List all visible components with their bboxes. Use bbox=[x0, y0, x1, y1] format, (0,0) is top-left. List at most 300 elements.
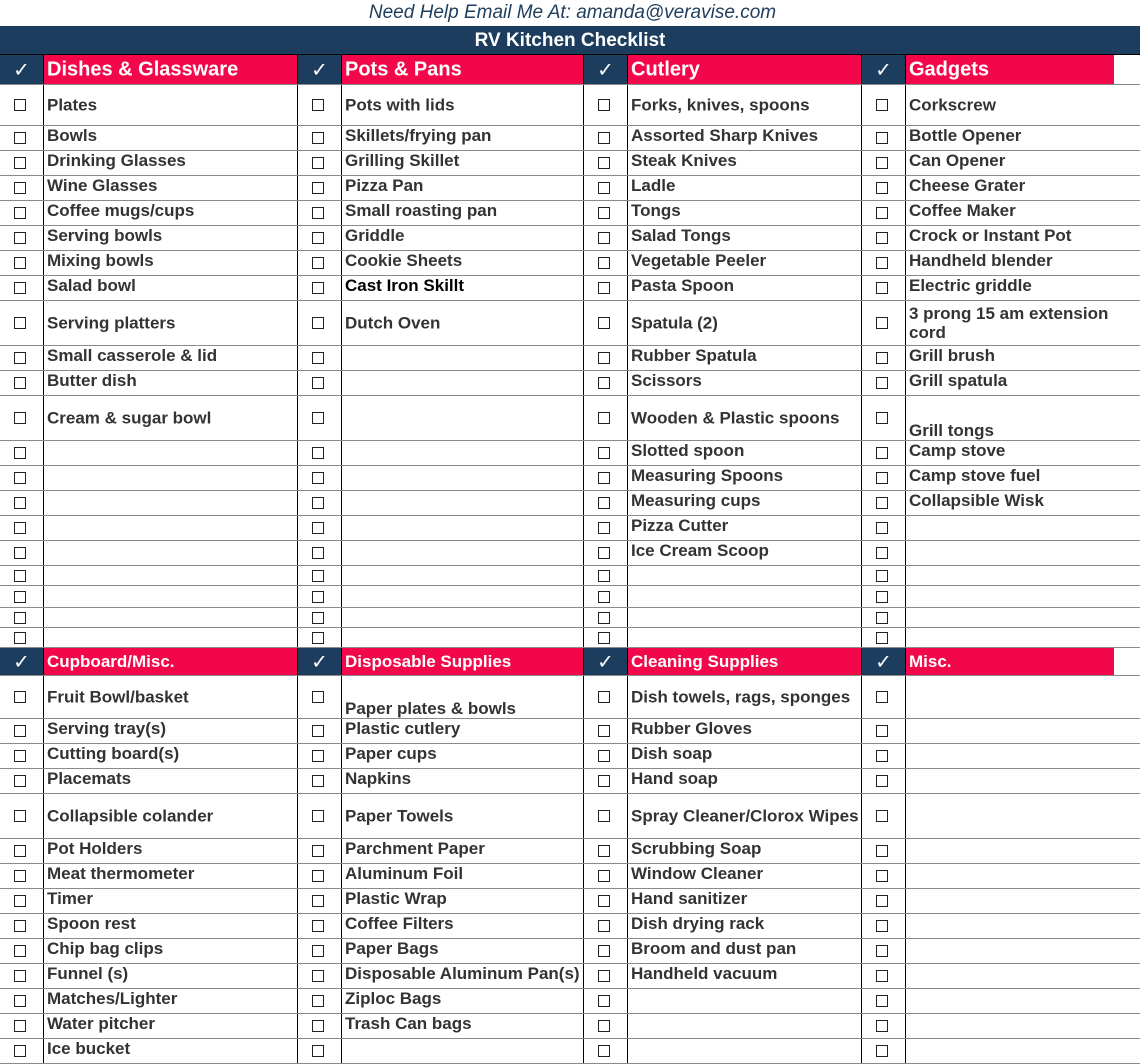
checkbox[interactable] bbox=[598, 970, 610, 982]
checkbox[interactable] bbox=[598, 750, 610, 762]
item-cell bbox=[906, 676, 1114, 718]
checkbox[interactable] bbox=[312, 570, 324, 582]
item-cell bbox=[906, 794, 1114, 838]
checkbox[interactable] bbox=[312, 691, 324, 703]
checkbox[interactable] bbox=[312, 132, 324, 144]
checkbox[interactable] bbox=[14, 1020, 26, 1032]
item-label: Small roasting pan bbox=[345, 201, 498, 220]
checkbox-cell bbox=[862, 126, 906, 150]
checkbox[interactable] bbox=[312, 447, 324, 459]
item-cell bbox=[628, 628, 862, 647]
item-cell bbox=[628, 541, 862, 565]
checkbox[interactable] bbox=[876, 182, 888, 194]
item-cell bbox=[44, 396, 298, 440]
category-header-label: Cleaning Supplies bbox=[631, 651, 779, 671]
item-cell bbox=[44, 939, 298, 963]
item-cell bbox=[44, 85, 298, 125]
checkbox[interactable] bbox=[14, 317, 26, 329]
checkbox[interactable] bbox=[876, 725, 888, 737]
checkbox-cell bbox=[0, 346, 44, 370]
help-line bbox=[0, 0, 1140, 26]
table-row bbox=[0, 744, 1140, 769]
item-label: Pasta Spoon bbox=[631, 276, 734, 295]
item-cell bbox=[906, 719, 1114, 743]
table-row bbox=[0, 889, 1140, 914]
checkbox[interactable] bbox=[312, 895, 324, 907]
checkbox[interactable] bbox=[876, 945, 888, 957]
checkbox[interactable] bbox=[598, 157, 610, 169]
checkbox[interactable] bbox=[876, 207, 888, 219]
checkbox[interactable] bbox=[312, 412, 324, 424]
checkbox[interactable] bbox=[876, 810, 888, 822]
checkbox[interactable] bbox=[598, 1020, 610, 1032]
item-cell bbox=[906, 914, 1114, 938]
item-label: Ziploc Bags bbox=[345, 989, 442, 1008]
checkbox-cell bbox=[862, 226, 906, 250]
checkbox[interactable] bbox=[312, 612, 324, 624]
checkbox-cell bbox=[0, 989, 44, 1013]
checkbox[interactable] bbox=[14, 945, 26, 957]
checkbox[interactable] bbox=[14, 447, 26, 459]
checkbox[interactable] bbox=[876, 691, 888, 703]
checkbox[interactable] bbox=[312, 750, 324, 762]
checkbox[interactable] bbox=[598, 412, 610, 424]
checkbox[interactable] bbox=[598, 810, 610, 822]
item-cell bbox=[906, 466, 1114, 490]
checkbox[interactable] bbox=[312, 157, 324, 169]
item-label: Measuring cups bbox=[631, 491, 761, 510]
checkbox[interactable] bbox=[598, 257, 610, 269]
checkbox[interactable] bbox=[876, 995, 888, 1007]
checkbox-cell bbox=[862, 608, 906, 627]
checkbox[interactable] bbox=[598, 895, 610, 907]
checkbox[interactable] bbox=[312, 207, 324, 219]
item-cell bbox=[44, 769, 298, 793]
check-column-header bbox=[862, 55, 906, 84]
item-cell bbox=[342, 628, 584, 647]
item-cell bbox=[906, 226, 1114, 250]
checkbox[interactable] bbox=[14, 547, 26, 559]
checkbox[interactable] bbox=[312, 725, 324, 737]
item-cell bbox=[906, 151, 1114, 175]
table-row bbox=[0, 769, 1140, 794]
item-cell bbox=[44, 914, 298, 938]
checkbox-cell bbox=[584, 126, 628, 150]
item-label: Small casserole & lid bbox=[47, 346, 218, 365]
item-cell bbox=[342, 126, 584, 150]
checkbox-cell bbox=[862, 491, 906, 515]
table-row bbox=[0, 541, 1140, 566]
checkbox[interactable] bbox=[14, 99, 26, 111]
checkbox[interactable] bbox=[312, 810, 324, 822]
checkbox[interactable] bbox=[312, 282, 324, 294]
checkbox[interactable] bbox=[14, 377, 26, 389]
checkbox[interactable] bbox=[876, 472, 888, 484]
checkbox[interactable] bbox=[14, 157, 26, 169]
item-label: Cutting board(s) bbox=[47, 744, 180, 763]
checkbox-cell bbox=[298, 176, 342, 200]
checkbox[interactable] bbox=[876, 132, 888, 144]
checkbox[interactable] bbox=[876, 970, 888, 982]
item-cell bbox=[44, 491, 298, 515]
item-cell bbox=[906, 566, 1114, 585]
check-column-header bbox=[0, 648, 44, 675]
item-label: Rubber Spatula bbox=[631, 346, 757, 365]
checkmark-icon: ✓ bbox=[875, 59, 892, 81]
category-header-label: Dishes & Glassware bbox=[47, 58, 239, 80]
item-label: Collapsible colander bbox=[47, 806, 214, 826]
checkbox[interactable] bbox=[14, 570, 26, 582]
checkbox[interactable] bbox=[312, 182, 324, 194]
checkbox[interactable] bbox=[14, 870, 26, 882]
checkbox[interactable] bbox=[876, 99, 888, 111]
checkbox[interactable] bbox=[876, 591, 888, 603]
item-cell bbox=[44, 371, 298, 395]
item-cell bbox=[906, 371, 1114, 395]
table-row bbox=[0, 516, 1140, 541]
checkbox-cell bbox=[298, 608, 342, 627]
checkbox[interactable] bbox=[14, 970, 26, 982]
table-row bbox=[0, 126, 1140, 151]
checkbox-cell bbox=[862, 769, 906, 793]
checklist-title: RV Kitchen Checklist bbox=[0, 26, 1140, 55]
item-cell bbox=[628, 441, 862, 465]
checkbox[interactable] bbox=[876, 232, 888, 244]
item-cell bbox=[906, 201, 1114, 225]
checkbox-cell bbox=[862, 466, 906, 490]
checkbox[interactable] bbox=[312, 317, 324, 329]
checkbox-cell bbox=[298, 889, 342, 913]
table-row bbox=[0, 1039, 1140, 1064]
item-cell bbox=[628, 491, 862, 515]
checkbox[interactable] bbox=[876, 157, 888, 169]
checkbox[interactable] bbox=[312, 522, 324, 534]
checkbox[interactable] bbox=[876, 895, 888, 907]
checkbox[interactable] bbox=[876, 870, 888, 882]
checkbox[interactable] bbox=[14, 207, 26, 219]
checkbox-cell bbox=[862, 889, 906, 913]
checkbox[interactable] bbox=[312, 377, 324, 389]
checkbox[interactable] bbox=[312, 970, 324, 982]
item-cell bbox=[342, 441, 584, 465]
checkbox[interactable] bbox=[14, 632, 26, 644]
checkbox[interactable] bbox=[312, 870, 324, 882]
checkbox-cell bbox=[584, 914, 628, 938]
item-label: Serving platters bbox=[47, 313, 176, 333]
checkbox[interactable] bbox=[876, 377, 888, 389]
checkbox[interactable] bbox=[312, 547, 324, 559]
checkbox[interactable] bbox=[14, 920, 26, 932]
item-cell bbox=[906, 491, 1114, 515]
item-cell bbox=[342, 744, 584, 768]
help-email[interactable]: amanda@veravise.com bbox=[576, 2, 777, 23]
item-cell bbox=[906, 964, 1114, 988]
item-cell bbox=[342, 939, 584, 963]
checkbox[interactable] bbox=[14, 895, 26, 907]
item-cell bbox=[906, 744, 1114, 768]
item-cell bbox=[44, 586, 298, 607]
item-cell bbox=[906, 541, 1114, 565]
checkbox[interactable] bbox=[312, 920, 324, 932]
item-cell bbox=[44, 719, 298, 743]
checkbox-cell bbox=[584, 744, 628, 768]
checkbox-cell bbox=[584, 676, 628, 718]
checkbox[interactable] bbox=[598, 945, 610, 957]
checkbox[interactable] bbox=[312, 775, 324, 787]
item-cell bbox=[342, 719, 584, 743]
checkbox-cell bbox=[584, 201, 628, 225]
checkbox[interactable] bbox=[876, 497, 888, 509]
checkbox[interactable] bbox=[598, 845, 610, 857]
checkbox[interactable] bbox=[598, 352, 610, 364]
check-column-header bbox=[298, 55, 342, 84]
item-label: Grill brush bbox=[909, 346, 995, 365]
checkbox[interactable] bbox=[312, 352, 324, 364]
checkbox[interactable] bbox=[876, 612, 888, 624]
checkbox-cell bbox=[584, 466, 628, 490]
checkbox[interactable] bbox=[876, 412, 888, 424]
checkbox[interactable] bbox=[14, 810, 26, 822]
item-cell bbox=[628, 371, 862, 395]
checkbox-cell bbox=[862, 346, 906, 370]
item-cell bbox=[628, 276, 862, 300]
item-cell bbox=[906, 1014, 1114, 1038]
item-label: Slotted spoon bbox=[631, 441, 745, 460]
item-cell bbox=[342, 346, 584, 370]
item-cell bbox=[44, 628, 298, 647]
item-cell bbox=[44, 1014, 298, 1038]
checkbox[interactable] bbox=[876, 845, 888, 857]
table-row bbox=[0, 491, 1140, 516]
item-label: Spray Cleaner/Clorox Wipes bbox=[631, 806, 859, 826]
item-label: Forks, knives, spoons bbox=[631, 95, 810, 115]
checkbox[interactable] bbox=[876, 447, 888, 459]
checkbox[interactable] bbox=[598, 920, 610, 932]
checkbox[interactable] bbox=[312, 632, 324, 644]
checkbox[interactable] bbox=[312, 995, 324, 1007]
item-cell bbox=[628, 608, 862, 627]
item-label: Meat thermometer bbox=[47, 864, 195, 883]
checkbox[interactable] bbox=[312, 845, 324, 857]
check-column-header bbox=[584, 648, 628, 675]
checkbox[interactable] bbox=[598, 282, 610, 294]
checkbox-cell bbox=[862, 201, 906, 225]
item-label: Dish soap bbox=[631, 744, 713, 763]
checkbox[interactable] bbox=[598, 691, 610, 703]
checkbox[interactable] bbox=[312, 257, 324, 269]
checkbox-cell bbox=[0, 516, 44, 540]
checkbox[interactable] bbox=[876, 1045, 888, 1057]
checkbox[interactable] bbox=[14, 612, 26, 624]
checkbox[interactable] bbox=[598, 591, 610, 603]
checkbox-cell bbox=[584, 491, 628, 515]
checkbox-cell bbox=[584, 151, 628, 175]
checkbox[interactable] bbox=[14, 497, 26, 509]
category-header-label: Disposable Supplies bbox=[345, 651, 512, 671]
checkbox-cell bbox=[862, 276, 906, 300]
checkbox[interactable] bbox=[14, 257, 26, 269]
checkbox-cell bbox=[862, 176, 906, 200]
checkbox-cell bbox=[298, 964, 342, 988]
item-cell bbox=[628, 769, 862, 793]
checkbox[interactable] bbox=[876, 570, 888, 582]
checkbox[interactable] bbox=[598, 995, 610, 1007]
checkbox[interactable] bbox=[598, 632, 610, 644]
item-label: Broom and dust pan bbox=[631, 939, 797, 958]
checkbox-cell bbox=[584, 441, 628, 465]
checkbox[interactable] bbox=[14, 750, 26, 762]
checkbox[interactable] bbox=[14, 522, 26, 534]
checkbox[interactable] bbox=[876, 352, 888, 364]
checkbox[interactable] bbox=[598, 522, 610, 534]
item-label: Vegetable Peeler bbox=[631, 251, 767, 270]
checkbox[interactable] bbox=[598, 207, 610, 219]
checkbox[interactable] bbox=[312, 99, 324, 111]
item-label: Dutch Oven bbox=[345, 313, 441, 333]
table-row bbox=[0, 566, 1140, 586]
item-label: Cookie Sheets bbox=[345, 251, 463, 270]
checkbox[interactable] bbox=[876, 1020, 888, 1032]
checkbox-cell bbox=[862, 1039, 906, 1063]
table-row bbox=[0, 719, 1140, 744]
checkbox[interactable] bbox=[598, 472, 610, 484]
item-label: Bowls bbox=[47, 126, 98, 145]
checkbox-cell bbox=[298, 126, 342, 150]
item-label: Coffee Filters bbox=[345, 914, 454, 933]
checkbox-cell bbox=[298, 226, 342, 250]
checkbox-cell bbox=[0, 719, 44, 743]
checkbox-cell bbox=[0, 491, 44, 515]
checkbox[interactable] bbox=[14, 232, 26, 244]
table-row bbox=[0, 276, 1140, 301]
checkbox-cell bbox=[584, 276, 628, 300]
checkbox[interactable] bbox=[312, 497, 324, 509]
checkbox[interactable] bbox=[598, 870, 610, 882]
checkbox-cell bbox=[0, 889, 44, 913]
checkbox[interactable] bbox=[876, 920, 888, 932]
check-column-header bbox=[298, 648, 342, 675]
checkbox[interactable] bbox=[14, 995, 26, 1007]
checkbox[interactable] bbox=[876, 775, 888, 787]
checkbox-cell bbox=[0, 396, 44, 440]
checkbox[interactable] bbox=[598, 612, 610, 624]
table-row bbox=[0, 839, 1140, 864]
item-label: Cheese Grater bbox=[909, 176, 1026, 195]
checkbox-cell bbox=[298, 396, 342, 440]
item-label: Handheld blender bbox=[909, 251, 1053, 270]
table-row bbox=[0, 794, 1140, 839]
checkbox[interactable] bbox=[14, 725, 26, 737]
checkbox[interactable] bbox=[312, 591, 324, 603]
checkbox[interactable] bbox=[598, 132, 610, 144]
table-row bbox=[0, 676, 1140, 719]
checkbox[interactable] bbox=[598, 317, 610, 329]
item-cell bbox=[628, 201, 862, 225]
checkbox[interactable] bbox=[876, 257, 888, 269]
checkbox[interactable] bbox=[14, 132, 26, 144]
checkbox[interactable] bbox=[14, 691, 26, 703]
checkbox[interactable] bbox=[14, 591, 26, 603]
checkbox-cell bbox=[584, 608, 628, 627]
checkbox[interactable] bbox=[598, 725, 610, 737]
item-cell bbox=[628, 586, 862, 607]
checkbox[interactable] bbox=[14, 182, 26, 194]
checkbox-cell bbox=[0, 1039, 44, 1063]
checkbox[interactable] bbox=[598, 775, 610, 787]
checkbox[interactable] bbox=[312, 1045, 324, 1057]
checkbox-cell bbox=[0, 466, 44, 490]
checkbox[interactable] bbox=[598, 1045, 610, 1057]
checkbox[interactable] bbox=[876, 282, 888, 294]
item-label: Measuring Spoons bbox=[631, 466, 784, 485]
checkbox[interactable] bbox=[876, 750, 888, 762]
table-row bbox=[0, 226, 1140, 251]
item-cell bbox=[906, 126, 1114, 150]
checkbox[interactable] bbox=[598, 547, 610, 559]
checkbox[interactable] bbox=[598, 570, 610, 582]
checkbox[interactable] bbox=[598, 447, 610, 459]
item-cell bbox=[342, 1039, 584, 1063]
item-label: Paper Bags bbox=[345, 939, 439, 958]
item-label: Handheld vacuum bbox=[631, 964, 778, 983]
checkbox[interactable] bbox=[14, 352, 26, 364]
item-cell bbox=[44, 566, 298, 585]
checkbox[interactable] bbox=[312, 1020, 324, 1032]
item-label: 3 prong 15 am extension cord bbox=[909, 304, 1109, 342]
item-cell bbox=[342, 371, 584, 395]
checkbox[interactable] bbox=[598, 497, 610, 509]
checkbox[interactable] bbox=[598, 232, 610, 244]
table-row bbox=[0, 608, 1140, 628]
checkbox[interactable] bbox=[876, 522, 888, 534]
checkbox[interactable] bbox=[14, 412, 26, 424]
checkbox[interactable] bbox=[312, 232, 324, 244]
checkbox-cell bbox=[298, 371, 342, 395]
checkbox[interactable] bbox=[14, 845, 26, 857]
item-label: Dish towels, rags, sponges bbox=[631, 687, 851, 707]
checkbox-cell bbox=[584, 769, 628, 793]
checkbox[interactable] bbox=[598, 377, 610, 389]
checkbox[interactable] bbox=[312, 472, 324, 484]
table-row bbox=[0, 201, 1140, 226]
checkbox-cell bbox=[0, 201, 44, 225]
checkbox[interactable] bbox=[14, 775, 26, 787]
checkbox[interactable] bbox=[14, 472, 26, 484]
checkbox[interactable] bbox=[312, 945, 324, 957]
category-header-label: Cupboard/Misc. bbox=[47, 651, 175, 671]
checkbox[interactable] bbox=[876, 547, 888, 559]
item-cell bbox=[342, 794, 584, 838]
checkbox[interactable] bbox=[598, 99, 610, 111]
table-row bbox=[0, 441, 1140, 466]
checkbox-cell bbox=[862, 744, 906, 768]
item-label: Plastic cutlery bbox=[345, 719, 461, 738]
checkbox[interactable] bbox=[598, 182, 610, 194]
item-cell bbox=[906, 989, 1114, 1013]
item-label: Grill spatula bbox=[909, 371, 1008, 390]
checkbox-cell bbox=[584, 1014, 628, 1038]
checkbox[interactable] bbox=[14, 282, 26, 294]
checkbox[interactable] bbox=[876, 632, 888, 644]
checkbox-cell bbox=[298, 839, 342, 863]
item-cell bbox=[906, 864, 1114, 888]
item-cell bbox=[342, 301, 584, 345]
checkbox-cell bbox=[862, 151, 906, 175]
item-label: Coffee Maker bbox=[909, 201, 1016, 220]
checkbox[interactable] bbox=[14, 1045, 26, 1057]
checkbox[interactable] bbox=[876, 317, 888, 329]
checkbox-cell bbox=[298, 251, 342, 275]
